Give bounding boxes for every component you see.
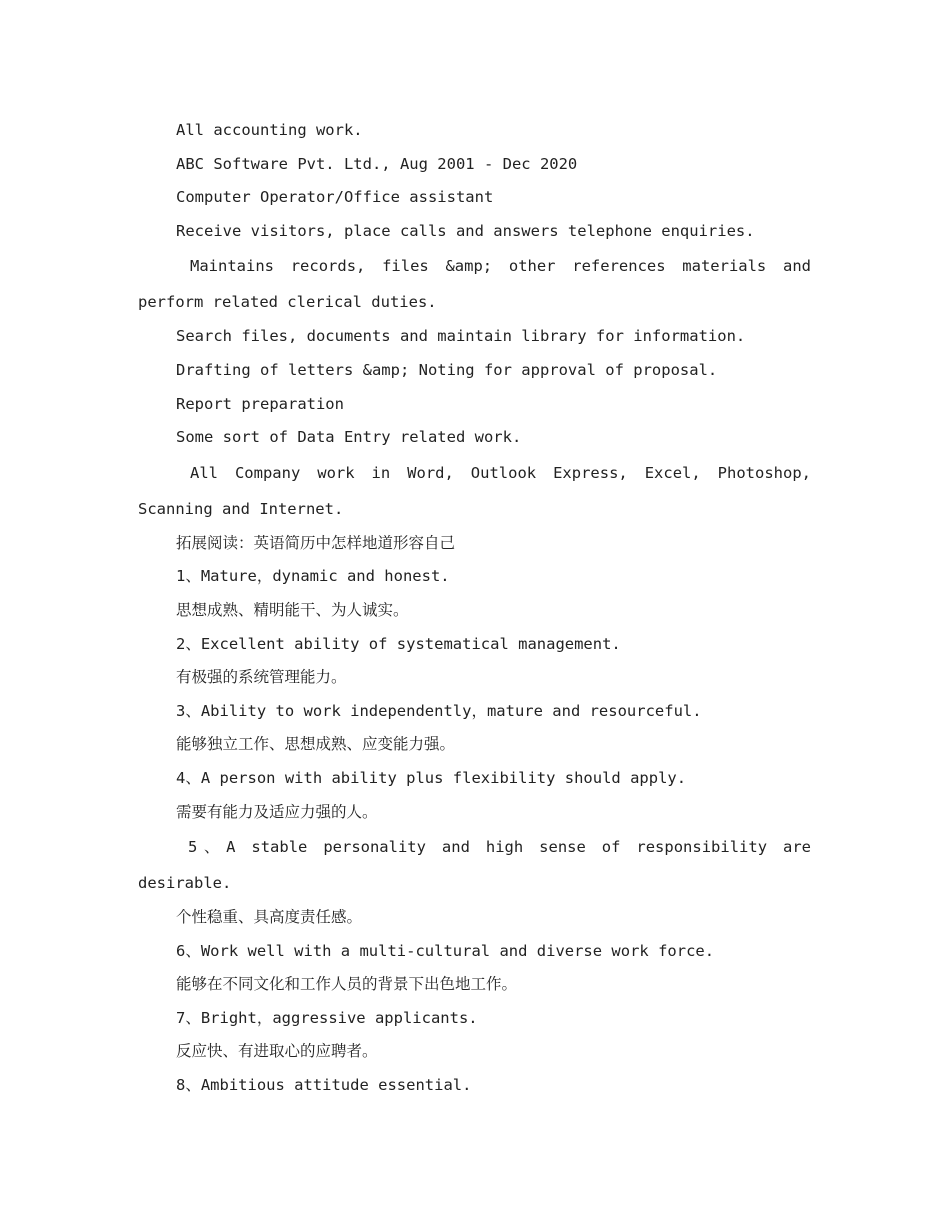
- paragraph: 1、Mature，dynamic and honest.: [176, 567, 450, 586]
- paragraph: 能够在不同文化和工作人员的背景下出色地工作。: [176, 975, 518, 994]
- paragraph: 8、Ambitious attitude essential.: [176, 1076, 472, 1095]
- paragraph: 6、Work well with a multi-cultural and diverse work force.: [176, 941, 715, 960]
- paragraph: Computer Operator/Office assistant: [176, 188, 494, 207]
- paragraph: Search files, documents and maintain library for information.: [176, 327, 746, 346]
- paragraph: 5、A stable personality and high sense of responsibility are desirable.: [138, 838, 811, 893]
- paragraph: 需要有能力及适应力强的人。: [176, 802, 378, 821]
- section-heading: 拓展阅读：英语简历中怎样地道形容自己: [176, 533, 456, 552]
- paragraph: 反应快、有进取心的应聘者。: [176, 1042, 378, 1061]
- paragraph: Report preparation: [176, 394, 344, 413]
- paragraph: 能够独立工作、思想成熟、应变能力强。: [176, 735, 456, 754]
- paragraph: ABC Software Pvt. Ltd., Aug 2001 - Dec 2020: [176, 154, 578, 173]
- paragraph: Drafting of letters &amp; Noting for approval of proposal.: [176, 360, 718, 379]
- paragraph: 有极强的系统管理能力。: [176, 668, 347, 687]
- document-body: [138, 114, 811, 1103]
- paragraph: Some sort of Data Entry related work.: [176, 428, 522, 447]
- paragraph: Receive visitors, place calls and answers telephone enquiries.: [176, 221, 755, 240]
- paragraph: 2、Excellent ability of systematical management.: [176, 634, 621, 653]
- paragraph: 个性稳重、具高度责任感。: [176, 908, 363, 927]
- paragraph: 7、Bright，aggressive applicants.: [176, 1008, 478, 1027]
- paragraph: 3、Ability to work independently，mature and resourceful.: [176, 701, 702, 720]
- paragraph: All accounting work.: [176, 121, 363, 139]
- paragraph: Maintains records, files &amp; other references materials and perform related clerical duties.: [138, 257, 811, 312]
- paragraph: 4、A person with ability plus flexibility should apply.: [176, 768, 687, 787]
- paragraph: All Company work in Word, Outlook Express, Excel, Photoshop, Scanning and Internet.: [138, 463, 811, 518]
- paragraph: 思想成熟、精明能干、为人诚实。: [176, 600, 409, 619]
